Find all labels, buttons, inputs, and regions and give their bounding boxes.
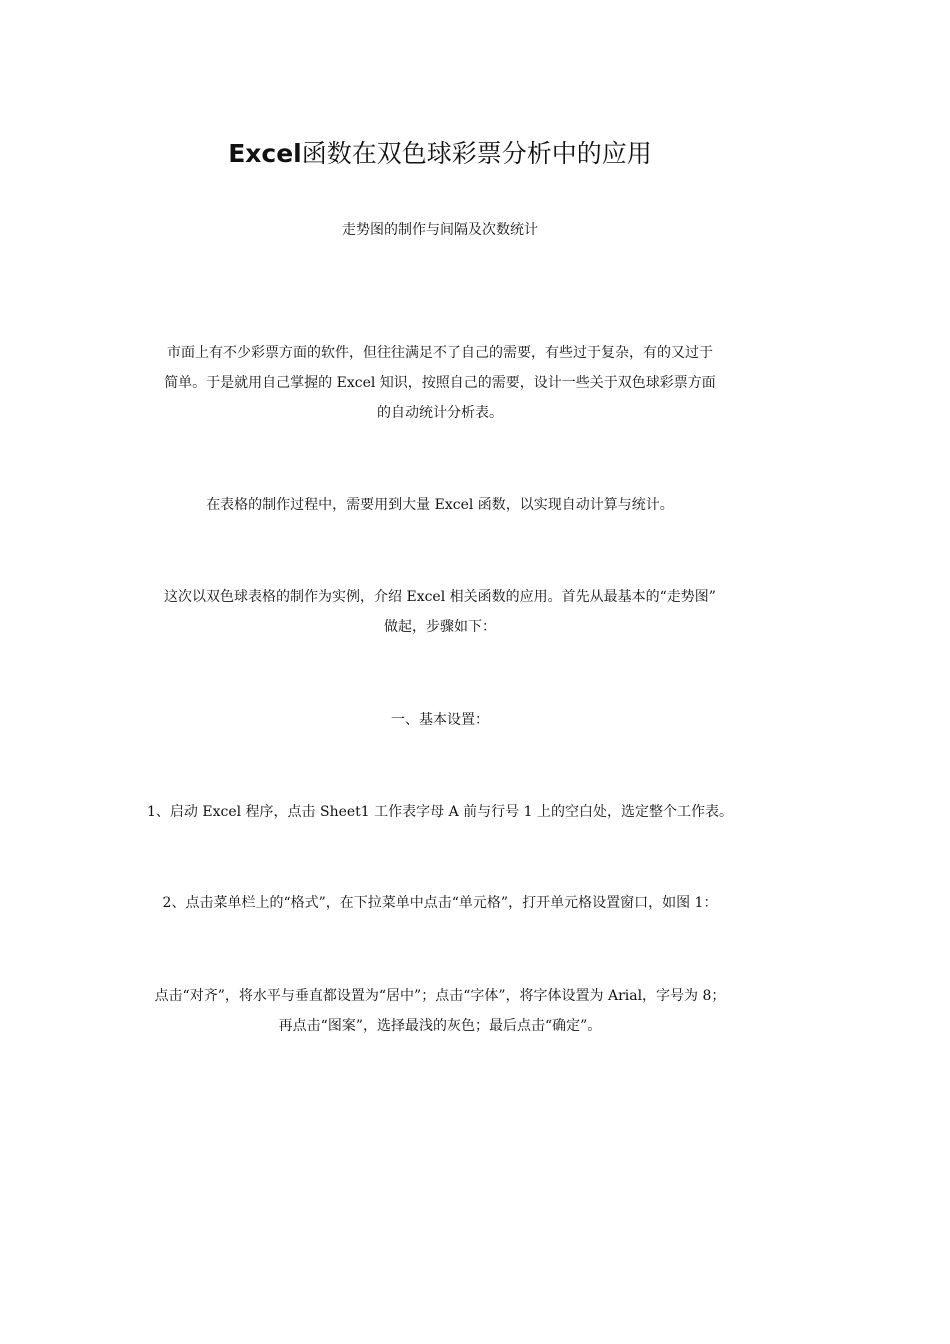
paragraph-line: 1、启动 Excel 程序，点击 Sheet1 工作表字母 A 前与行号 1 上的空白处，选定整个工作表。: [147, 804, 733, 820]
step-2-details: [140, 981, 740, 1041]
document-subtitle: 走势图的制作与间隔及次数统计: [342, 222, 538, 238]
paragraph-line: 一、基本设置：: [391, 712, 489, 728]
paragraph-intro: [140, 338, 740, 428]
paragraph-line: 在表格的制作过程中，需要用到大量 Excel 函数，以实现自动计算与统计。: [206, 497, 674, 513]
section-heading-basic-settings: [140, 705, 740, 735]
paragraph-line: 简单。于是就用自己掌握的 Excel 知识，按照自己的需要，设计一些关于双色球彩票方面: [164, 375, 716, 391]
paragraph-functions: [140, 490, 740, 520]
document-title-latin: Excel: [228, 139, 302, 168]
paragraph-line: 再点击“图案”，选择最浅的灰色；最后点击“确定”。: [278, 1018, 602, 1034]
paragraph-line: 的自动统计分析表。: [377, 405, 503, 421]
paragraph-line: 做起，步骤如下：: [384, 619, 496, 635]
step-2: [140, 888, 740, 918]
document-title-cjk: 函数在双色球彩票分析中的应用: [301, 139, 652, 168]
document-title: [0, 138, 880, 170]
paragraph-example: [140, 582, 740, 642]
paragraph-line: 这次以双色球表格的制作为实例，介绍 Excel 相关函数的应用。首先从最基本的“走势图”: [164, 589, 716, 605]
paragraph-line: 市面上有不少彩票方面的软件，但往往满足不了自己的需要，有些过于复杂，有的又过于: [167, 345, 713, 361]
step-1: [140, 797, 740, 827]
paragraph-line: 点击“对齐”，将水平与垂直都设置为“居中”；点击“字体”，将字体设置为 Arial，字号为 8；: [154, 988, 726, 1004]
paragraph-line: 2、点击菜单栏上的“格式”，在下拉菜单中点击“单元格”，打开单元格设置窗口，如图 1：: [162, 895, 718, 911]
